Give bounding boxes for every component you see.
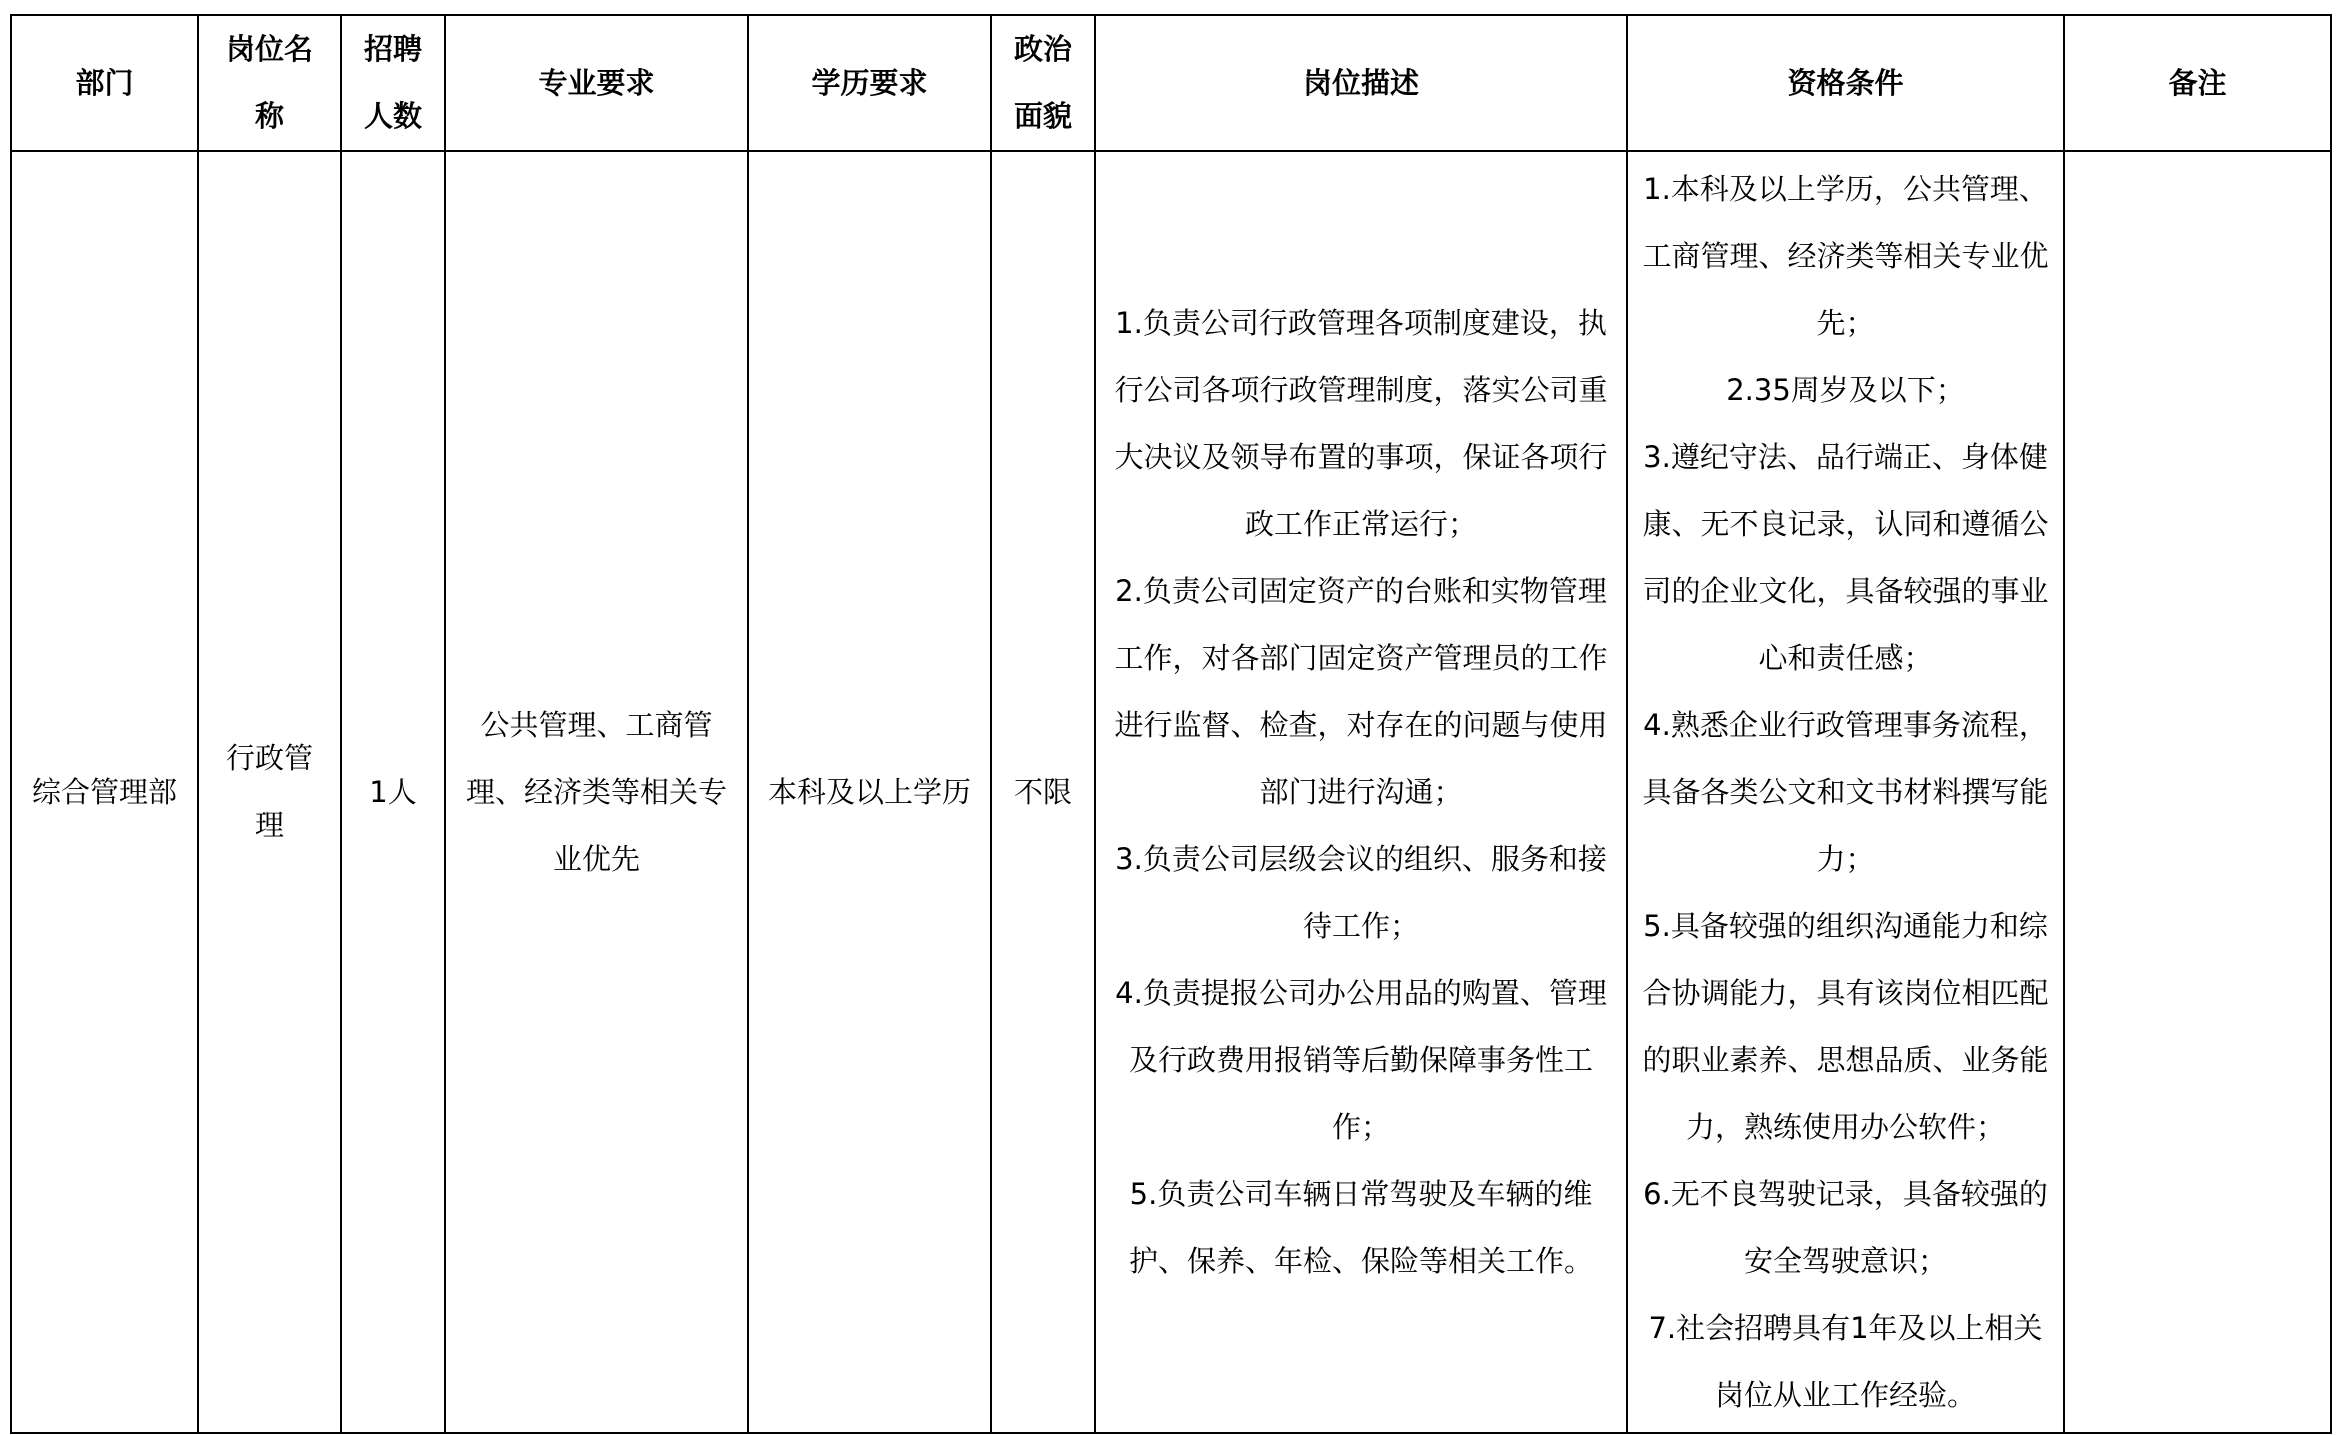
header-education: 学历要求 [748, 15, 991, 151]
cell-political: 不限 [991, 151, 1095, 1433]
header-political: 政治面貌 [991, 15, 1095, 151]
header-remarks: 备注 [2064, 15, 2331, 151]
header-dept: 部门 [11, 15, 198, 151]
cell-qualifications [1627, 151, 2064, 1433]
qualification-item: 1.本科及以上学历，公共管理、工商管理、经济类等相关专业优先； [1642, 171, 2049, 340]
qualification-item: 6.无不良驾驶记录，具备较强的安全驾驶意识； [1643, 1176, 2048, 1278]
description-item: 1.负责公司行政管理各项制度建设，执行公司各项行政管理制度，落实公司重大决议及领导布置的事项，保证各项行政工作正常运行； [1114, 305, 1608, 541]
header-qualifications: 资格条件 [1627, 15, 2064, 151]
cell-dept: 综合管理部 [11, 151, 198, 1433]
qualification-item: 2.35周岁及以下； [1726, 372, 1965, 407]
qualification-item: 3.遵纪守法、品行端正、身体健康、无不良记录，认同和遵循公司的企业文化，具备较强的事业心和责任感； [1642, 439, 2049, 675]
cell-headcount: 1人 [341, 151, 445, 1433]
header-headcount: 招聘人数 [341, 15, 445, 151]
header-description: 岗位描述 [1095, 15, 1627, 151]
description-item: 3.负责公司层级会议的组织、服务和接待工作； [1115, 841, 1607, 943]
description-item: 2.负责公司固定资产的台账和实物管理工作，对各部门固定资产管理员的工作进行监督、检查，对存在的问题与使用部门进行沟通； [1114, 573, 1608, 809]
cell-position: 行政管理 [198, 151, 341, 1433]
cell-description [1095, 151, 1627, 1433]
qualification-item: 5.具备较强的组织沟通能力和综合协调能力，具有该岗位相匹配的职业素养、思想品质、业务能力，熟练使用办公软件； [1642, 908, 2049, 1144]
cell-education: 本科及以上学历 [748, 151, 991, 1433]
qualification-item: 7.社会招聘具有1年及以上相关岗位从业工作经验。 [1648, 1310, 2043, 1412]
header-major: 专业要求 [445, 15, 748, 151]
cell-remarks [2064, 151, 2331, 1433]
description-item: 5.负责公司车辆日常驾驶及车辆的维护、保养、年检、保险等相关工作。 [1128, 1176, 1593, 1278]
header-row [11, 15, 2331, 151]
header-position: 岗位名称 [198, 15, 341, 151]
recruitment-table [10, 14, 2332, 1434]
table-row [11, 151, 2331, 1433]
qualification-item: 4.熟悉企业行政管理事务流程，具备各类公文和文书材料撰写能力； [1642, 707, 2049, 876]
description-item: 4.负责提报公司办公用品的购置、管理及行政费用报销等后勤保障事务性工作； [1115, 975, 1607, 1144]
cell-major: 公共管理、工商管理、经济类等相关专业优先 [445, 151, 748, 1433]
